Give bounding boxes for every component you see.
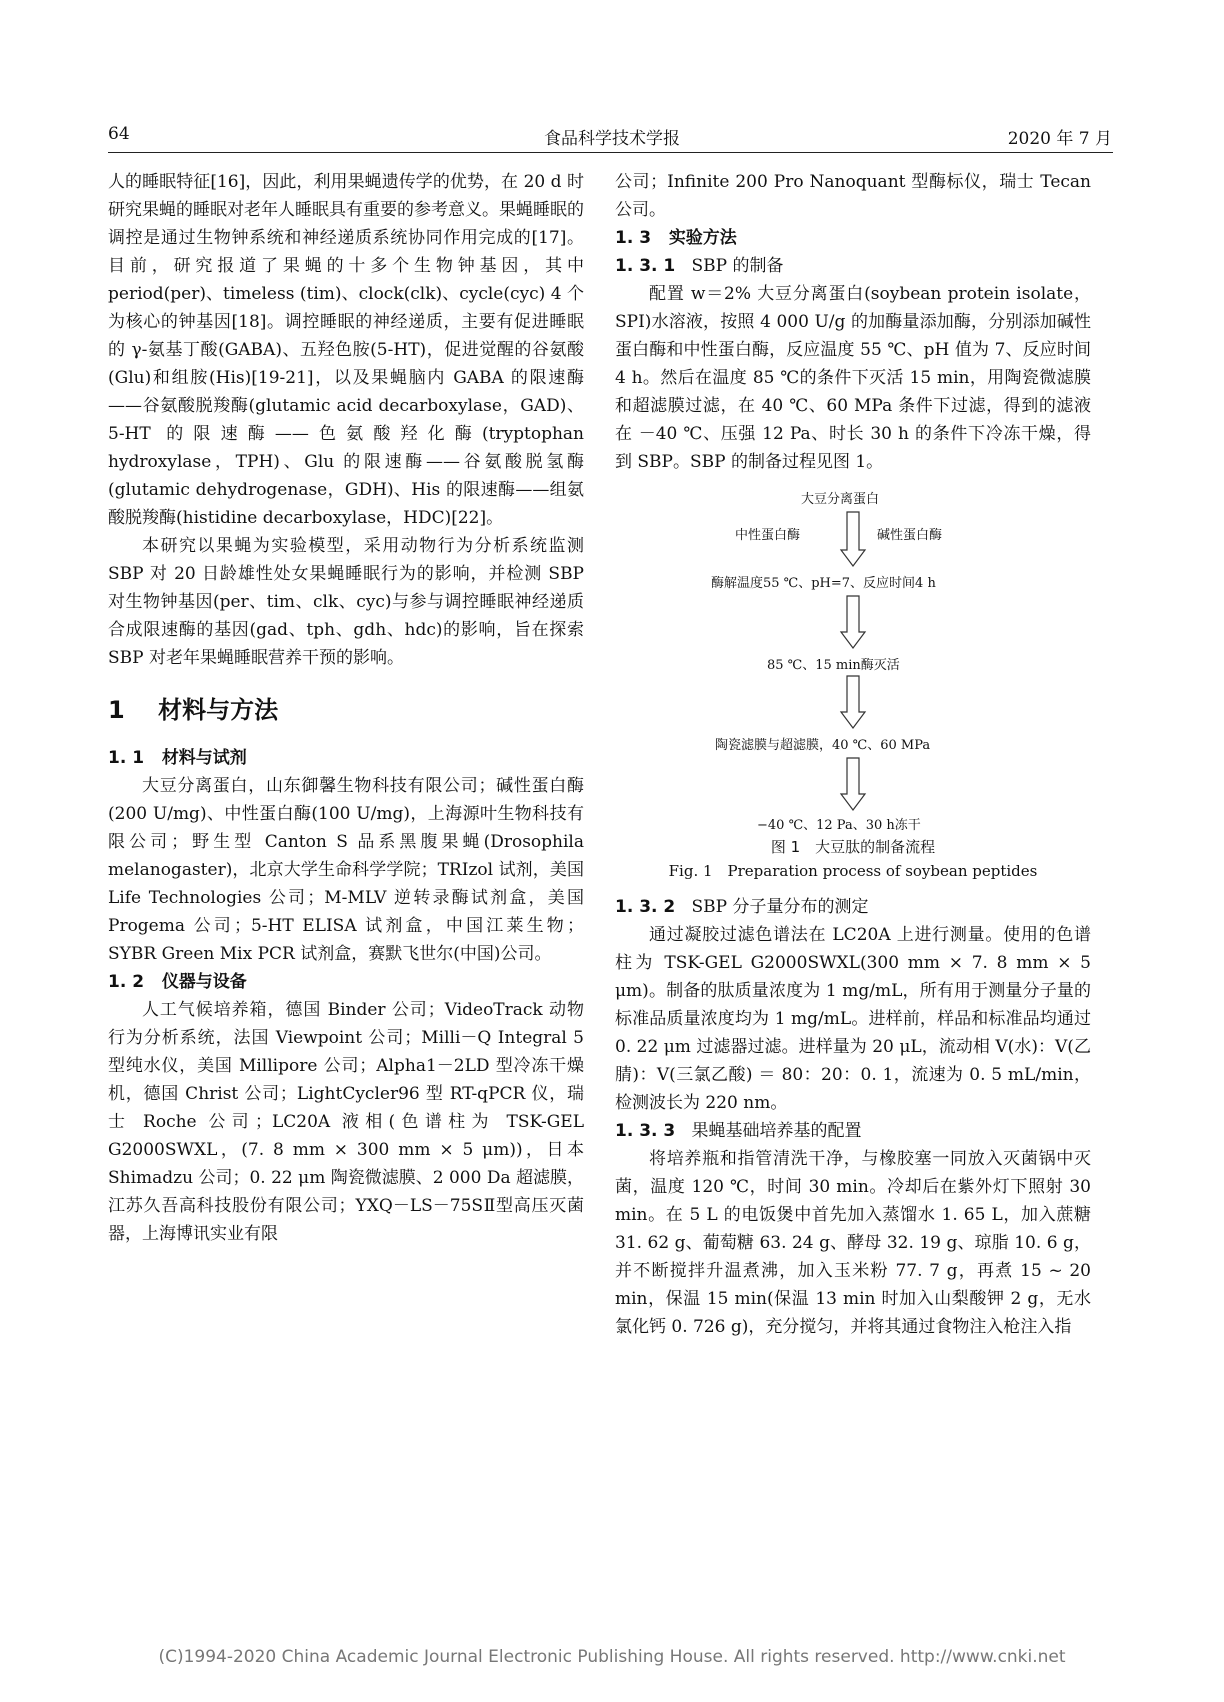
left-column [108, 168, 584, 1248]
figure-caption-en: Fig. 1 Preparation process of soybean peptides [668, 862, 1038, 880]
subsection-title: 仪器与设备 [161, 972, 247, 992]
copyright-footer: (C)1994-2020 China Academic Journal Electronic Publishing House. All rights reserved. http://www.cnki.net [158, 1647, 1066, 1667]
subsubsection-title: SBP 分子量分布的测定 [691, 897, 869, 917]
flow-enzyme-neutral: 中性蛋白酶 [735, 528, 801, 543]
subsubsection-heading [615, 252, 1091, 280]
down-arrow-icon [841, 512, 865, 566]
subsection-title: 实验方法 [668, 228, 737, 248]
flow-step-freeze-dry: −40 ℃、12 Pa、30 h冻干 [757, 818, 921, 833]
subsubsection-number: 1. 3. 3 [615, 1121, 676, 1141]
figure-caption-cn: 图 1 大豆肽的制备流程 [770, 838, 936, 856]
subsubsection-number: 1. 3. 2 [615, 897, 676, 917]
flowchart-figure [615, 484, 1091, 833]
paragraph: 人工气候培养箱，德国 Binder 公司；VideoTrack 动物行为分析系统，法国 Viewpoint 公司；Milli－Q Integral 5 型纯水仪，美国 Millipore 公司；Alpha1－2LD 型冷冻干燥机，德国 Christ 公司；LightCycler96 型 RT-qPCR 仪，瑞士 Roche 公司；LC20A 液相(色谱柱为 TSK-GEL G2000SWXL，(7. 8 mm × 300 mm × 5 μm))，日本 Shimadzu 公司；0. 22 μm 陶瓷微滤膜、2 000 Da 超滤膜，江苏久吾高科技股份有限公司；YXQ－LS－75SⅡ型高压灭菌器，上海博讯实业有限 [108, 1000, 584, 1244]
paragraph: 人的睡眠特征[16]，因此，利用果蝇遗传学的优势，在 20 d 时研究果蝇的睡眠对老年人睡眠具有重要的参考意义。果蝇睡眠的调控是通过生物钟系统和神经递质系统协同作用完成的[17]。目前，研究报道了果蝇的十多个生物钟基因，其中 period(per)、timeless (tim)、clock(clk)、cycle(cyc) 4 个为核心的钟基因[18]。调控睡眠的神经递质，主要有促进睡眠的 γ-氨基丁酸(GABA)、五羟色胺(5-HT)，促进觉醒的谷氨酸(Glu)和组胺(His)[19-21]，以及果蝇脑内 GABA 的限速酶——谷氨酸脱羧酶(glutamic acid decarboxylase，GAD)、5-HT 的限速酶——色氨酸羟化酶(tryptophan hydroxylase，TPH)、Glu 的限速酶——谷氨酸脱氢酶(glutamic dehydrogenase，GDH)、His 的限速酶——组氨酸脱羧酶(histidine decarboxylase，HDC)[22]。 [108, 172, 584, 528]
subsection-number: 1. 1 [108, 748, 145, 768]
flow-step-inactivation: 85 ℃、15 min酶灭活 [767, 658, 900, 673]
subsubsection-title: SBP 的制备 [691, 256, 784, 276]
subsubsection-heading [615, 893, 1091, 921]
down-arrow-icon [841, 676, 865, 728]
subsubsection-title: 果蝇基础培养基的配置 [691, 1121, 862, 1141]
paragraph: 公司；Infinite 200 Pro Nanoquant 型酶标仪，瑞士 Tecan 公司。 [615, 172, 1091, 220]
section-title: 材料与方法 [158, 696, 279, 724]
paragraph: 将培养瓶和指管清洗干净，与橡胶塞一同放入灭菌锅中灭菌，温度 120 ℃，时间 30 min。冷却后在紫外灯下照射 30 min。在 5 L 的电饭煲中首先加入蒸馏水 1. 65 L，加入蔗糖 31. 62 g、葡萄糖 63. 24 g、酵母 32. 19 g、琼脂 10. 6 g，并不断搅拌升温煮沸，加入玉米粉 77. 7 g，再煮 15 ~ 20 min，保温 15 min(保温 13 min 时加入山梨酸钾 2 g，无水氯化钙 0. 726 g)，充分搅匀，并将其通过食物注入枪注入指 [615, 1149, 1091, 1337]
right-column [615, 168, 1091, 1341]
paragraph: 通过凝胶过滤色谱法在 LC20A 上进行测量。使用的色谱柱为 TSK-GEL G2000SWXL(300 mm × 7. 8 mm × 5 μm)。制备的肽质量浓度为 1 mg/mL，所有用于测量分子量的标准品质量浓度均为 1 mg/mL。进样前，样品和标准品均通过 0. 22 μm 过滤器过滤。进样量为 20 μL，流动相 V(水)：V(乙腈)：V(三氯乙酸) ＝ 80：20：0. 1，流速为 0. 5 mL/min，检测波长为 220 nm。 [615, 925, 1091, 1113]
journal-title: 食品科学技术学报 [544, 129, 680, 149]
subsubsection-number: 1. 3. 1 [615, 256, 676, 276]
page-number: 64 [108, 124, 130, 144]
paragraph: 本研究以果蝇为实验模型，采用动物行为分析系统监测 SBP 对 20 日龄雄性处女果蝇睡眠行为的影响，并检测 SBP 对生物钟基因(per、tim、clk、cyc)与参与调控睡眠神经递质合成限速酶的基因(gad、tph、gdh、hdc)的影响，旨在探索 SBP 对老年果蝇睡眠营养干预的影响。 [108, 536, 584, 668]
subsection-heading [108, 968, 584, 996]
subsubsection-heading [615, 1117, 1091, 1145]
subsection-heading [615, 224, 1091, 252]
subsection-number: 1. 3 [615, 228, 652, 248]
issue-date: 2020 年 7 月 [1007, 129, 1112, 149]
paragraph: 配置 w＝2% 大豆分离蛋白(soybean protein isolate，SPI)水溶液，按照 4 000 U/g 的加酶量添加酶，分别添加碱性蛋白酶和中性蛋白酶，反应温度 55 ℃、pH 值为 7、反应时间 4 h。然后在温度 85 ℃的条件下灭活 15 min，用陶瓷微滤膜和超滤膜过滤，在 40 ℃、60 MPa 条件下过滤，得到的滤液在 －40 ℃、压强 12 Pa、时长 30 h 的条件下冷冻干燥，得到 SBP。SBP 的制备过程见图 1。 [615, 284, 1091, 472]
down-arrow-icon [841, 596, 865, 648]
flow-enzyme-alkaline: 碱性蛋白酶 [877, 528, 943, 543]
subsection-number: 1. 2 [108, 972, 145, 992]
subsection-heading [108, 744, 584, 772]
section-number: 1 [108, 696, 125, 724]
flow-step-hydrolysis: 酶解温度55 ℃、pH=7、反应时间4 h [711, 576, 936, 591]
section-heading [108, 690, 584, 730]
subsection-title: 材料与试剂 [161, 748, 247, 768]
down-arrow-icon [841, 758, 865, 810]
flow-step-input: 大豆分离蛋白 [801, 492, 880, 507]
flow-step-filtration: 陶瓷滤膜与超滤膜，40 ℃、60 MPa [715, 738, 931, 753]
header-rule [108, 152, 1113, 153]
paragraph: 大豆分离蛋白，山东御馨生物科技有限公司；碱性蛋白酶(200 U/mg)、中性蛋白酶(100 U/mg)，上海源叶生物科技有限公司；野生型 Canton S 品系黑腹果蝇(Drosophila melanogaster)，北京大学生命科学学院；TRIzol 试剂，美国 Life Technologies 公司；M-MLV 逆转录酶试剂盒，美国 Progema 公司；5-HT ELISA 试剂盒，中国江莱生物；SYBR Green Mix PCR 试剂盒，赛默飞世尔(中国)公司。 [108, 776, 584, 964]
